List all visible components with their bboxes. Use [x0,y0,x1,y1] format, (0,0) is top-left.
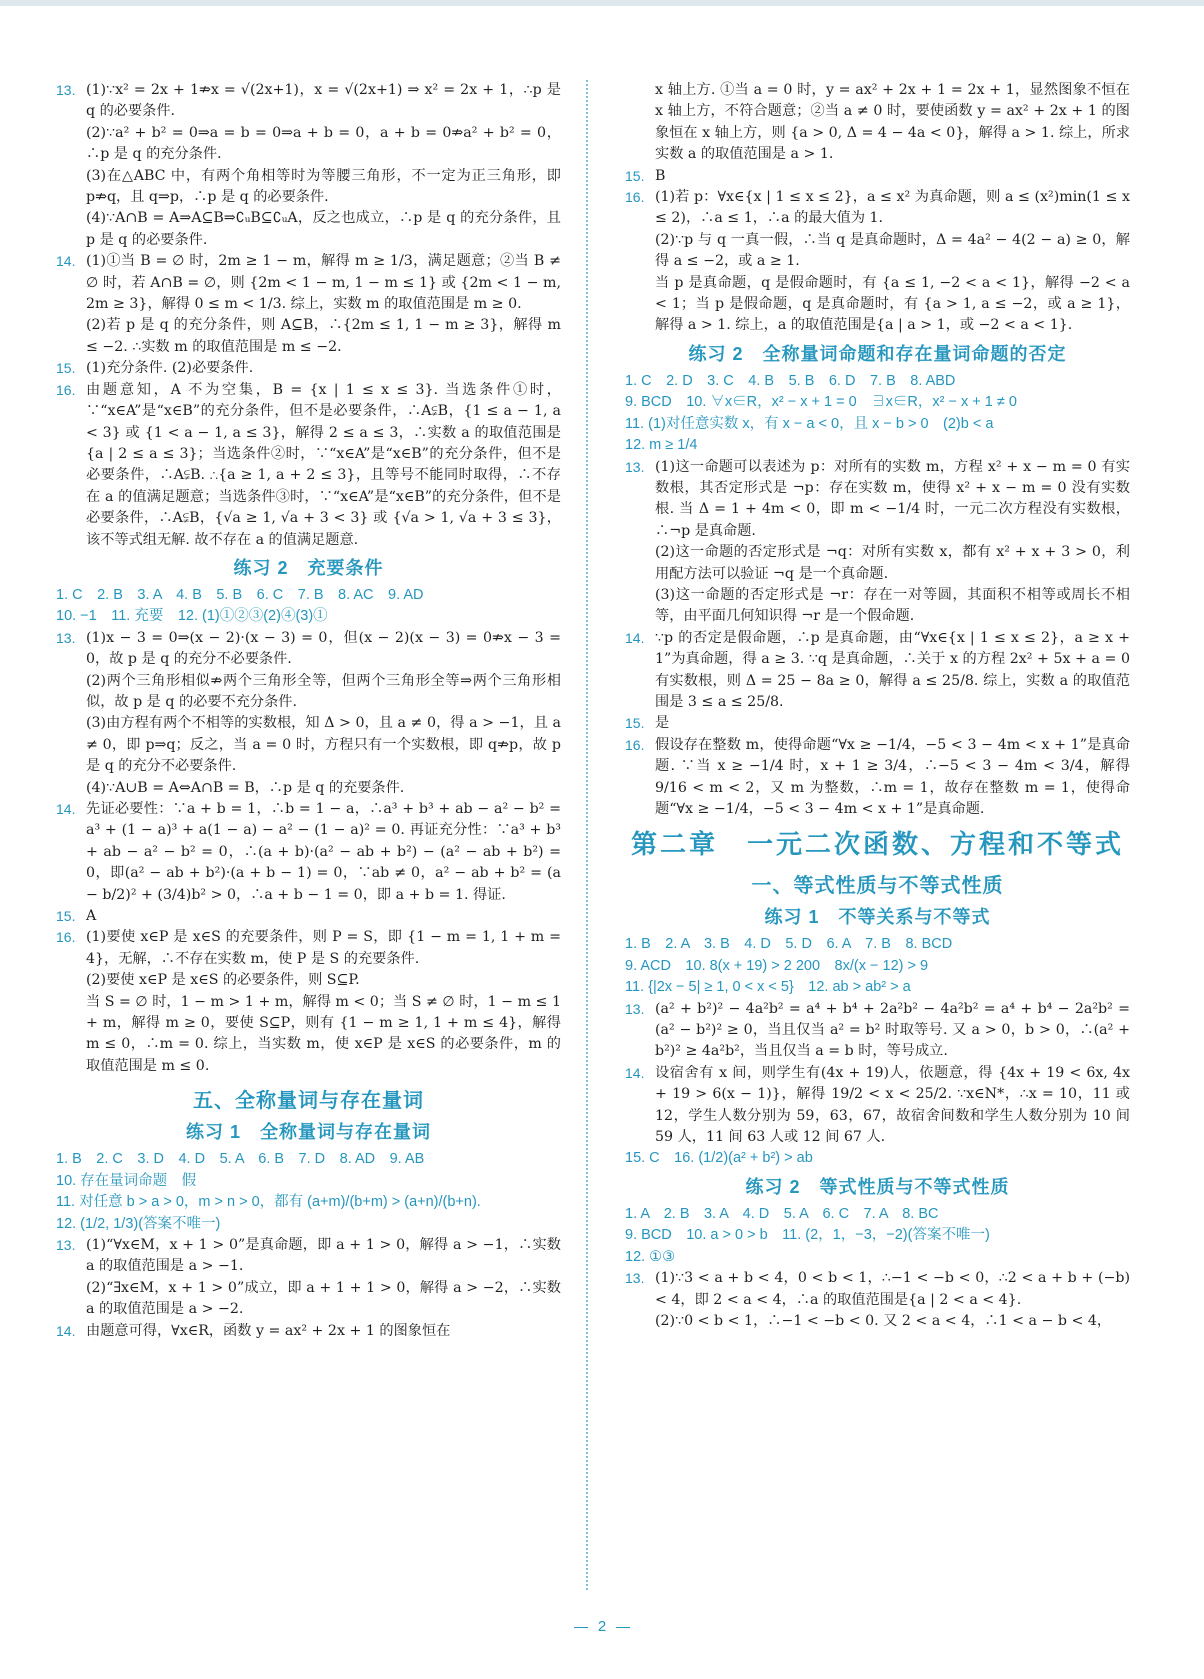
exercise-2-negation-answers-2: 9. BCD 10. ∀x∈R，x² − x + 1 = 0 ∃x∈R，x² − x + 1 ≠ 0 [625,394,1017,411]
chapter-2-title: 第二章 一元二次函数、方程和不等式 [630,830,1124,860]
footer-dash-left [574,1627,588,1628]
answer-13b: 13. (1)x − 3 = 0⇒(x − 2)·(x − 3) = 0，但(x − 2)(x − 3) = 0⇏x − 3 = 0，故 p 是 q 的充分不必要条件. (2)两个三角形相似⇏两个三角形全等，但两个三角形全等⇒两个三角形相似，故 p 是 q 的必要不充分条件. (3)由方程有两个不相等的实数根，知 Δ > 0，且 a ≠ 0，得 a > −1，且 a ≠ 0，即 p⇒q；反之，当 a = 0 时，方程只有一个实数根，即 q⇏p，故 p 是 q 的充分不必要条件. (4)∵A∪B = A⇔A∩B = B，∴p 是 q 的充要条件. [56,629,561,796]
column-divider [586,80,588,1590]
top-border [0,0,1204,6]
exercise-2-title: 练习 2 充要条件 [233,557,384,578]
exercise-1-answers-1: 1. B 2. C 3. D 4. D 5. A 6. B 7. D 8. AD 9. AB [56,1151,425,1168]
exercise-2-properties-answers-2: 9. BCD 10. a > 0 > b 11. (2，1，−3，−2)(答案不唯一) [625,1227,990,1244]
answer-16b: 16. (1)要使 x∈P 是 x∈S 的充要条件，则 P = S，即 {1 − m = 1, 1 + m = 4}，无解，∴不存在实数 m，使 P 是 S 的充要条件. (2)要使 x∈P 是 x∈S 的必要条件，则 S⊆P. 当 S = ∅ 时，1 − m > 1 + m，解得 m < 0；当 S ≠ ∅ 时，1 − m ≤ 1 + m，解得 m ≥ 0，要使 S⊆P，则有 {1 − m ≥ 1, 1 + m ≤ 4}，解得 m ≤ 0，∴m = 0. 综上，当实数 m，使 x∈P 是 x∈S 的必要条件，m 的取值范围是 m ≤ 0. [56,929,561,1074]
exercise-1-inequality-answers-2: 9. ACD 10. 8(x + 19) > 2 200 8x/(x − 12) > 9 [625,957,929,974]
answer-14f: 14. 设宿舍有 x 间，则学生有(4x + 19)人，依题意，得 {4x + 19 < 6x, 4x + 19 > 6(x − 1)}，解得 19/2 < x < 25/2. ∵x∈N*，∴x = 10，11 或 12，学生人数分别为 59，63，67，故宿舍间数和学生人数分别为 10 间 59 人，11 间 63 人或 12 间 67 人. [625,1064,1135,1146]
exercise-2-negation-title: 练习 2 全称量词命题和存在量词命题的否定 [688,343,1067,364]
exercise-1-title: 练习 1 全称量词与存在量词 [185,1122,431,1143]
answer-14b: 14. 先证必要性：∵a + b = 1，∴b = 1 − a，∴a³ + b³ + ab − a² − b² = a³ + (1 − a)³ + a(1 − a) − a² − (1 − a)² = 0. 再证充分性：∵a³ + b³ + ab − a² − b² = 0，∴(a + b)·(a² − ab + b²) − (a² − ab + b²) = 0，即(a² − ab + b²)·(a + b − 1) = 0，∵ab ≠ 0，a² − ab + b² = (a − b/2)² + (3/4)b² > 0，∴a + b − 1 = 0，即 a + b = 1. 得证. [56,801,566,903]
exercise-1-inequality-answers-15-16: 15. C 16. (1/2)(a² + b²) > ab [625,1150,813,1167]
answer-13f: 13. (a² + b²)² − 4a²b² = a⁴ + b⁴ + 2a²b² − 4a²b² = a⁴ + b⁴ − 2a²b² = (a² − b²)² ≥ 0，当且仅当 a² = b² 时取等号. 又 a > 0，b > 0，∴(a² + b²)² ≥ 4a²b²，当且仅当 a = b 时，等号成立. [625,1000,1135,1060]
exercise-2-negation-answers-1: 1. C 2. D 3. C 4. B 5. B 6. D 7. B 8. ABD [625,372,956,389]
answer-15e: 15. 是 [625,715,670,732]
answer-13: 13. (1)∵x² = 2x + 1⇏x = √(2x+1)，x = √(2x+1) ⇒ x² = 2x + 1，∴p 是 q 的必要条件. (2)∵a² + b² = 0⇒a = b = 0⇒a + b = 0，a + b = 0⇏a² + b² = 0，∴p 是 q 的充分条件. (3)在△ABC 中，有两个角相等时为等腰三角形，不一定为正三角形，即 p⇏q，且 q⇒p，∴p 是 q 的必要条件. (4)∵A∩B = A⇒A⊆B⇒∁ᵤB⊆∁ᵤA，反之也成立，∴p 是 q 的充分条件，且 p 是 q 的必要条件. [56,82,561,248]
right-column [625,80,1135,1332]
answer-16e: 16. 假设存在整数 m，使得命题“∀x ≥ −1/4，−5 < 3 − 4m < x + 1”是真命题. ∵当 x ≥ −1/4 时，x + 1 ≥ 3/4，∴−5 < 3 − 4m < 3/4，解得 9/16 < m < 2，又 m 为整数，∴m = 1，故存在整数 m = 1，使得命题“∀x ≥ −1/4，−5 < 3 − 4m < x + 1”是真命题. [625,736,1135,817]
answer-15b: 15. A [56,908,97,925]
exercise-2-properties-answers-1: 1. A 2. B 3. A 4. D 5. A 6. C 7. A 8. BC [625,1205,939,1222]
answer-14e: 14. ∵p 的否定是假命题，∴p 是真命题，由“∀x∈{x | 1 ≤ x ≤ 2}，a ≥ x + 1”为真命题，得 a ≥ 3. ∵q 是真命题，∴关于 x 的方程 2x² + 5x + a = 0 有实数根，则 Δ = 25 − 8a ≥ 0，解得 a ≤ 25/8. 综上，实数 a 的取值范围是 3 ≤ a ≤ 25/8. [625,629,1135,710]
answer-13e: 13. (1)这一命题可以表述为 p：对所有的实数 m，方程 x² + x − m = 0 有实数根，其否定形式是 ¬p：存在实数 m，使得 x² + x − m = 0 没有实数根. 当 Δ = 1 + 4m < 0，即 m < −1/4 时，一元二次方程没有实数根，∴¬p 是真命题. (2)这一命题的否定形式是 ¬q：对所有实数 x，都有 x² + x + 3 > 0，利用配方法可以验证 ¬q 是一个真命题. (3)这一命题的否定形式是 ¬r：存在一对等圆，其面积不相等或周长不相等，由平面几何知识得 ¬r 是一个假命题. [625,458,1130,625]
answer-15: 15. (1)充分条件. (2)必要条件. [56,360,254,377]
footer-dash-right [616,1627,630,1628]
answer-13c: 13. (1)“∀x∈M，x + 1 > 0”是真命题，即 a + 1 > 0，解得 a > −1，∴实数 a 的取值范围是 a > −1. (2)“∃x∈M，x + 1 > 0”成立，即 a + 1 + 1 > 0，解得 a > −2，∴实数 a 的取值范围是 a > −2. [56,1236,561,1318]
answer-14c-continued: x 轴上方. ①当 a = 0 时，y = ax² + 2x + 1 = 2x + 1，显然图象不恒在 x 轴上方，不符合题意；②当 a ≠ 0 时，要使函数 y = ax² + 2x + 1 的图象恒在 x 轴上方，则 {a > 0, Δ = 4 − 4a < 0}，解得 a > 1. 综上，所求实数 a 的取值范围是 a > 1. [655,82,1135,163]
exercise-2-answers-2: 10. −1 11. 充要 12. (1)①②③(2)④(3)① [56,608,328,625]
exercise-1-answers-2: 10. 存在量词命题 假 [56,1172,197,1189]
exercise-2-negation-answers-4: 12. m ≥ 1/4 [625,437,698,454]
left-column [56,80,566,1342]
exercise-2-negation-answers-3: 11. (1)对任意实数 x，有 x − a < 0，且 x − b > 0 (2)b < a [625,415,994,432]
exercise-2-properties-title: 练习 2 等式性质与不等式性质 [745,1176,1010,1197]
exercise-2-properties-answers-3: 12. ①③ [625,1248,676,1265]
section-1-title: 一、等式性质与不等式性质 [751,875,1004,898]
exercise-1-inequality-answers-1: 1. B 2. A 3. B 4. D 5. D 6. A 7. B 8. BCD [625,936,953,953]
section-5-title: 五、全称量词与存在量词 [193,1090,424,1113]
exercise-1-inequality-answers-3: 11. {|2x − 5| ≥ 1, 0 < x < 5} 12. ab > ab² > a [625,979,911,996]
answer-16d: 16. (1)若 p：∀x∈{x | 1 ≤ x ≤ 2}，a ≤ x² 为真命题，则 a ≤ (x²)min(1 ≤ x ≤ 2)，∴a ≤ 1，∴a 的最大值为 1. (2)∵p 与 q 一真一假，∴当 q 是真命题时，Δ = 4a² − 4(2 − a) ≥ 0，解得 a ≤ −2，或 a ≥ 1. 当 p 是真命题，q 是假命题时，有 {a ≤ 1, −2 < a < 1}，解得 −2 < a < 1；当 p 是假命题，q 是真命题时，有 {a > 1, a ≤ −2，或 a ≥ 1}，解得 a > 1. 综上，a 的取值范围是{a | a > 1，或 −2 < a < 1}. [625,189,1130,334]
page-number: 2 [597,1618,607,1635]
answer-16: 16. 由题意知，A 不为空集，B = {x | 1 ≤ x ≤ 3}. 当选条件①时，∵“x∈A”是“x∈B”的充分条件，但不是必要条件，∴A⫋B，{1 ≤ a − 1, a < 3} 或 {1 < a − 1, a ≤ 3}，解得 2 ≤ a ≤ 3，∴实数 a 的取值范围是{a | 2 ≤ a ≤ 3}；当选条件②时，∵“x∈A”是“x∈B”的充分条件，但不是必要条件，∴A⫋B. ∴{a ≥ 1, a + 2 ≤ 3}，且等号不能同时取得，∴不存在 a 的值满足题意；当选条件③时，∵“x∈A”是“x∈B”的充分条件，但不是必要条件，∴A⫋B，{√a ≥ 1, √a + 3 < 3} 或 {√a > 1, √a + 3 ≤ 3}，该不等式组无解. 故不存在 a 的值满足题意. [56,381,566,548]
answer-15d: 15. B [625,167,666,184]
answer-14c: 14. 由题意可得，∀x∈R，函数 y = ax² + 2x + 1 的图象恒在 [56,1322,451,1339]
exercise-1-inequality-title: 练习 1 不等关系与不等式 [764,907,991,928]
answer-13g: 13. (1)∵3 < a + b < 4，0 < b < 1，∴−1 < −b < 0，∴2 < a + b + (−b) < 4，即 2 < a < 4，∴a 的取值范围是{a | 2 < a < 4}. (2)∵0 < b < 1，∴−1 < −b < 0. 又 2 < a < 4，∴1 < a − b < 4， [625,1270,1130,1329]
exercise-1-answers-4: 12. (1/2, 1/3)(答案不唯一) [56,1215,221,1232]
page-footer [0,1618,1204,1635]
answer-14: 14. (1)①当 B = ∅ 时，2m ≥ 1 − m，解得 m ≥ 1/3，满足题意；②当 B ≠ ∅ 时，若 A∩B = ∅，则 {2m < 1 − m, 1 − m ≤ 1} 或 {2m < 1 − m, 2m ≥ 3}，解得 0 ≤ m < 1/3. 综上，实数 m 的取值范围是 m ≥ 0. (2)若 p 是 q 的充分条件，则 A⊆B，∴{2m ≤ 1, 1 − m ≥ 3}，解得 m ≤ −2. ∴实数 m 的取值范围是 m ≤ −2. [56,253,561,355]
exercise-2-answers-1: 1. C 2. B 3. A 4. B 5. B 6. C 7. B 8. AC 9. AD [56,586,424,603]
exercise-1-answers-3: 11. 对任意 b > a > 0，m > n > 0，都有 (a+m)/(b+m) > (a+n)/(b+n). [56,1194,481,1211]
